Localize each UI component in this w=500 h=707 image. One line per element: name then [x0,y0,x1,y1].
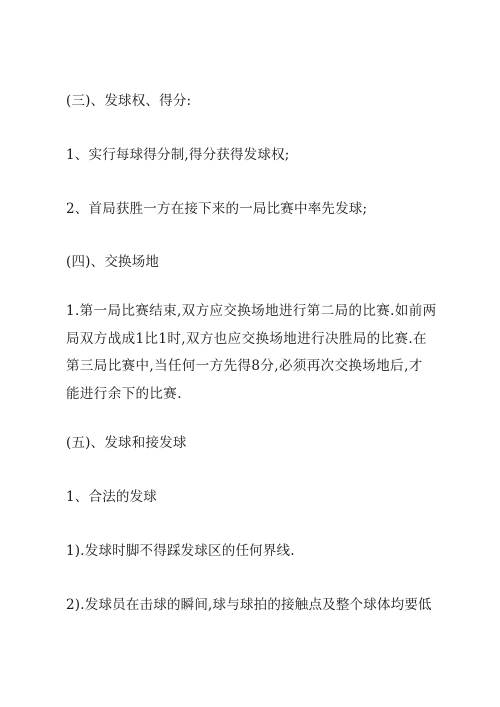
subsection-5-1: 1、合法的发球 [66,489,157,505]
rule-4-1-line-2: 局双方战成1比1时,双方也应交换场地进行决胜局的比赛.在 [66,330,427,347]
item-5-1-1: 1).发球时脚不得踩发球区的任何界线. [66,543,295,559]
rule-4-1-paragraph [66,298,450,408]
section-heading-3: (三)、发球权、得分: [66,93,192,109]
section-heading-5: (五)、发球和接发球 [66,435,187,451]
item-5-1-2: 2).发球员在击球的瞬间,球与球拍的接触点及整个球体均要低 [66,597,432,613]
section-heading-4: (四)、交换场地 [66,254,160,270]
rule-4-1-line-4: 能进行余下的比赛. [66,385,182,402]
rule-4-1-line-1: 1.第一局比赛结束,双方应交换场地进行第二局的比赛.如前两 [66,303,437,319]
rule-4-1-line-3: 第三局比赛中,当任何一方先得8分,必须再次交换场地后,才 [66,358,423,374]
rule-3-1: 1、实行每球得分制,得分获得发球权; [66,147,290,163]
rule-3-2: 2、首局获胜一方在接下来的一局比赛中率先发球; [66,201,368,217]
